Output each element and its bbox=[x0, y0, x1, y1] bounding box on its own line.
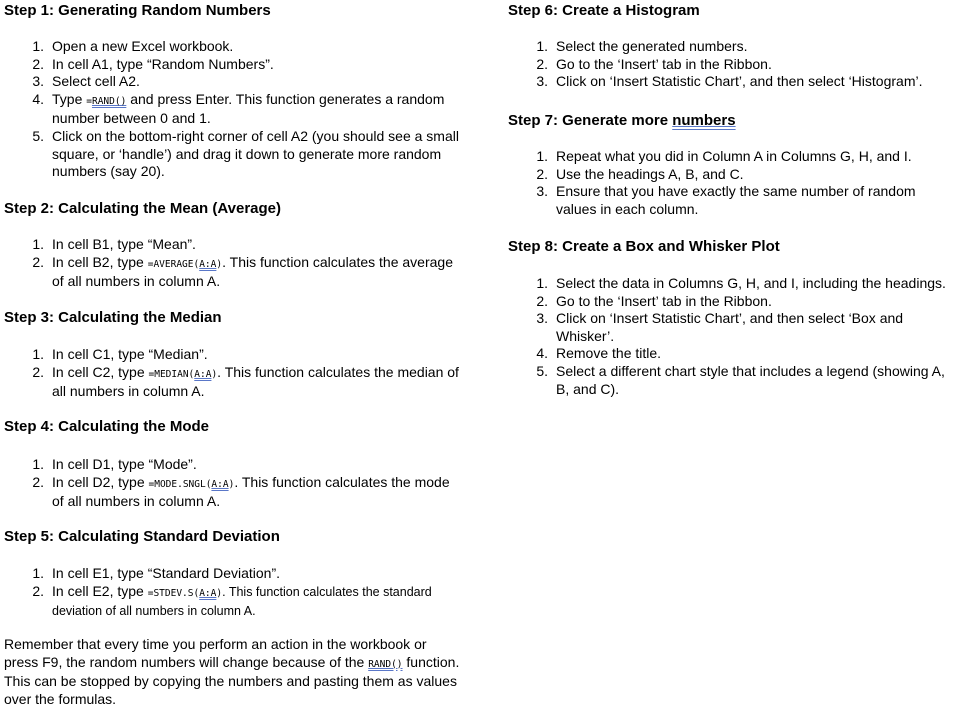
list-item: 2. In cell A1, type “Random Numbers”. bbox=[32, 55, 274, 72]
step5-heading: Step 5: Calculating Standard Deviation bbox=[4, 528, 280, 545]
numbers-link-text: numbers bbox=[672, 112, 736, 129]
list-item: 3. Click on ‘Insert Statistic Chart’, and then select ‘Histogram’. bbox=[536, 73, 923, 90]
list-item: 1. Select the data in Columns G, H, and I, including the headings. bbox=[536, 275, 946, 291]
list-item: 2. In cell E2, type =STDEV.S(A:A). This function calculates the standard deviation of all numbers in column A. bbox=[32, 582, 432, 619]
list-item: 5. Select a different chart style that includes a legend (showing A, B, and C). bbox=[536, 362, 945, 397]
list-item: 4. Type =RAND() and press Enter. This function generates a random number between 0 and 1. bbox=[32, 90, 445, 127]
list-item: 3. Select cell A2. bbox=[32, 73, 140, 90]
list-item: 1. In cell B1, type “Mean”. bbox=[32, 236, 196, 252]
list-item: 1. In cell E1, type “Standard Deviation”. bbox=[32, 565, 281, 581]
step4-list bbox=[4, 456, 464, 511]
step7-heading: Step 7: Generate more numbers bbox=[508, 112, 736, 129]
step2-heading: Step 2: Calculating the Mean (Average) bbox=[4, 200, 282, 217]
list-item: 2. Use the headings A, B, and C. bbox=[536, 165, 744, 182]
rand-note: Remember that every time you perform an action in the workbook or press F9, the random numbers will change because of the RAND() function. This can be stopped by copying the numbers and pasting them as values over the formulas. bbox=[4, 636, 460, 707]
list-item: 2. In cell B2, type =AVERAGE(A:A). This function calculates the average of all numbers in column A. bbox=[32, 253, 453, 290]
step7-list bbox=[508, 148, 956, 218]
step8-list bbox=[508, 275, 958, 398]
list-item: 1. In cell D1, type “Mode”. bbox=[32, 456, 197, 472]
list-item: 1. Open a new Excel workbook. bbox=[32, 38, 234, 54]
step6-heading: Step 6: Create a Histogram bbox=[508, 2, 700, 19]
list-item: 2. In cell D2, type =MODE.SNGL(A:A). This function calculates the mode of all numbers in column A. bbox=[32, 473, 450, 510]
list-item: 3. Click on ‘Insert Statistic Chart’, and then select ‘Box and Whisker’. bbox=[536, 310, 904, 344]
step1-heading: Step 1: Generating Random Numbers bbox=[4, 2, 271, 19]
list-item: 2. Go to the ‘Insert’ tab in the Ribbon. bbox=[536, 55, 772, 72]
list-item: 3. Ensure that you have exactly the same number of random values in each column. bbox=[536, 183, 916, 217]
step3-list bbox=[4, 346, 464, 401]
step6-list bbox=[508, 38, 956, 91]
list-item: 2. In cell C2, type =MEDIAN(A:A). This function calculates the median of all numbers in column A. bbox=[32, 363, 459, 400]
list-item: 4. Remove the title. bbox=[536, 345, 662, 362]
list-item: 5. Click on the bottom-right corner of cell A2 (you should see a small square, or ‘handle’) and drag it down to generate more random numbers (say 20). bbox=[32, 127, 459, 180]
step2-list bbox=[4, 236, 464, 291]
list-item: 1. Select the generated numbers. bbox=[536, 38, 748, 54]
step3-heading: Step 3: Calculating the Median bbox=[4, 309, 222, 326]
list-item: 2. Go to the ‘Insert’ tab in the Ribbon. bbox=[536, 292, 772, 309]
step8-heading: Step 8: Create a Box and Whisker Plot bbox=[508, 238, 780, 255]
step4-heading: Step 4: Calculating the Mode bbox=[4, 418, 210, 435]
step5-list bbox=[4, 565, 464, 621]
list-item: 1. In cell C1, type “Median”. bbox=[32, 346, 208, 362]
step1-list bbox=[4, 38, 464, 181]
list-item: 1. Repeat what you did in Column A in Columns G, H, and I. bbox=[536, 148, 912, 164]
